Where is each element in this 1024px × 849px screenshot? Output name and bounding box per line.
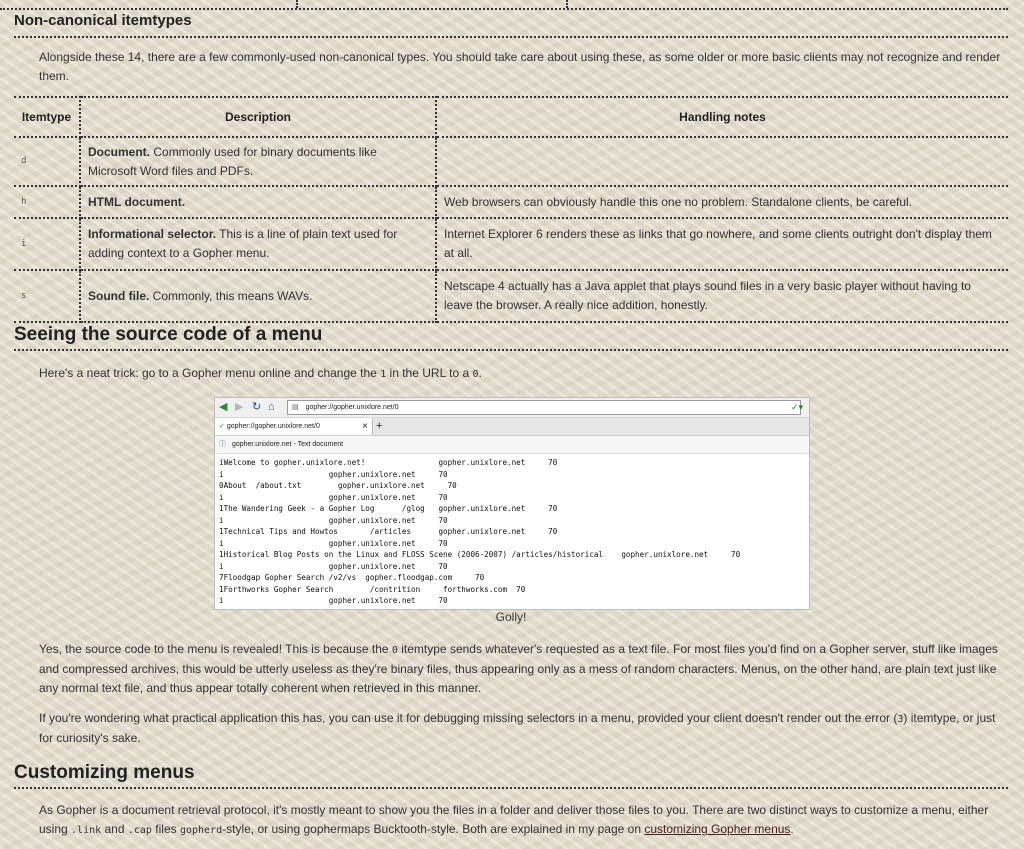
- itemtype-code: d: [14, 137, 80, 186]
- source-line: 7Floodgap Gopher Search /v2/vs gopher.floodgap.com 70: [219, 573, 485, 582]
- itemtype-code: h: [14, 186, 80, 218]
- paragraph-text: As Gopher is a document retrieval protocol, it's mostly meant to show you the files in a folder and deliver those files to you. There are two distinct ways to customize a menu, either using: [39, 803, 989, 836]
- paragraph-text: .: [790, 822, 794, 836]
- header-description: Description: [80, 97, 436, 137]
- description-title: Document.: [88, 144, 151, 159]
- source-line: i gopher.unixlore.net 70: [219, 596, 448, 605]
- tab-title: gopher://gopher.unixlore.net/0: [226, 423, 320, 430]
- description-cell: [80, 218, 436, 270]
- paragraph-text: If you're wondering what practical application this has, you can use it for debugging missing selectors in a menu, provided your client doesn't render out the error (: [39, 711, 898, 725]
- source-line: 1Historical Blog Posts on the Linux and FLOSS Scene (2006-2007) /articles/historical gopher.unixlore.net 70: [219, 550, 741, 559]
- source-line: i gopher.unixlore.net 70: [219, 515, 448, 525]
- intro-paragraph: Alongside these 14, there are a few commonly-used non-canonical types. You should take care about using these, as some older or more basic clients may not recognize and render them.: [39, 50, 1001, 83]
- browser-tab: [215, 418, 373, 435]
- trick-text: Here's a neat trick: go to a Gopher menu online and change the: [39, 366, 381, 380]
- source-line: 1Technical Tips and Howtos /articles gopher.unixlore.net 70: [219, 527, 558, 536]
- browser-tab-strip: [215, 418, 809, 436]
- trick-text: .: [478, 366, 482, 380]
- inline-code: 0: [472, 369, 479, 380]
- description-title: Sound file.: [88, 288, 150, 303]
- itemtype-code: s: [14, 270, 80, 322]
- inline-code: .link: [71, 825, 102, 836]
- close-icon: ×: [362, 421, 368, 432]
- description-cell: [80, 270, 436, 322]
- rule-tick: [566, 0, 568, 8]
- top-dotted-rule: [0, 0, 1008, 10]
- address-url: gopher://gopher.unixlore.net/0: [305, 404, 399, 411]
- gopher-icon: ✓▾: [791, 402, 804, 412]
- paragraph-text: -style, or using gophermaps Bucktooth-style. Both are explained in my page on: [222, 822, 645, 836]
- inline-code: 1: [380, 369, 387, 380]
- description-text: Commonly used for binary documents like Microsoft Word files and PDFs.: [88, 144, 377, 178]
- address-bar: [287, 400, 804, 415]
- info-text: gopher.unixlore.net - Text document: [231, 441, 344, 448]
- itemtypes-table: [14, 96, 1008, 323]
- section-heading-source-code: Seeing the source code of a menu: [14, 324, 1008, 351]
- header-itemtype: Itemtype: [14, 97, 80, 137]
- browser-toolbar: [215, 398, 809, 418]
- gopher-icon: ✓: [219, 423, 225, 430]
- paragraph-text: and: [101, 822, 128, 836]
- source-line: i gopher.unixlore.net 70: [219, 538, 448, 548]
- source-line: i gopher.unixlore.net 70: [219, 492, 448, 502]
- source-line: 1The Wandering Geek - a Gopher Log /glog gopher.unixlore.net 70: [219, 504, 558, 513]
- inline-code: 3: [897, 714, 904, 725]
- trick-text: in the URL to a: [386, 366, 473, 380]
- source-line: 1Forthworks Gopher Search /contrition forthworks.com 70: [219, 584, 526, 594]
- source-line: 0About /about.txt gopher.unixlore.net 70: [219, 481, 457, 490]
- table-row: [14, 218, 1008, 270]
- customizing-gopher-menus-link[interactable]: customizing Gopher menus: [644, 822, 791, 836]
- table-row: [14, 186, 1008, 218]
- paragraph-text: ) itemtype, or just for curiosity's sake.: [39, 711, 996, 745]
- forward-arrow-icon: ▶: [235, 401, 244, 413]
- trick-paragraph: [39, 364, 1009, 384]
- inline-code: 0: [391, 645, 398, 656]
- source-line: i gopher.unixlore.net 70: [219, 561, 448, 571]
- handling-notes-cell: Internet Explorer 6 renders these as links that go nowhere, and some clients outright don't display them at all.: [436, 218, 1008, 270]
- description-cell: [80, 186, 436, 218]
- practical-application-paragraph: [39, 709, 1009, 748]
- info-bar: [215, 436, 809, 454]
- table-header-row: [14, 97, 1008, 137]
- handling-notes-cell: Web browsers can obviously handle this one no problem. Standalone clients, be careful.: [436, 186, 1008, 218]
- paragraph-text: files: [151, 822, 180, 836]
- gopher-source-text: [219, 457, 740, 607]
- itemtype-code: i: [14, 218, 80, 270]
- section-heading-customizing: Customizing menus: [14, 762, 1008, 789]
- source-revealed-paragraph: [39, 640, 1009, 698]
- description-title: Informational selector.: [88, 227, 217, 241]
- table-row: [14, 270, 1008, 322]
- description-cell: [80, 137, 436, 186]
- source-line: i gopher.unixlore.net 70: [219, 469, 448, 479]
- customizing-paragraph: [39, 801, 1009, 840]
- info-icon: ⓘ: [219, 441, 226, 448]
- header-handling-notes: Handling notes: [436, 97, 1008, 137]
- table-row: [14, 137, 1008, 186]
- back-arrow-icon: ◀: [219, 401, 228, 413]
- handling-notes-cell: [436, 137, 1008, 186]
- refresh-icon: ↻: [252, 401, 262, 413]
- inline-code: gopherd: [179, 825, 223, 836]
- section-heading-noncanonical: Non-canonical itemtypes: [14, 12, 1008, 38]
- home-icon: ⌂: [268, 401, 275, 413]
- paragraph-text: itemtype sends whatever's requested as a text file. For most files you'd find on a Gopher server, stuff like images and compressed archives, this would be utterly useless as they're binary files, thus appearing only as a mess of random characters. Menus, on the other hand, are plain text just like any normal text file, and thus appear totally coherent when retrieved in this manner.: [39, 642, 998, 695]
- description-text: Commonly, this means WAVs.: [149, 288, 313, 303]
- handling-notes-cell: Netscape 4 actually has a Java applet that plays sound files in a very basic player without having to leave the browser. A really nice addition, honestly.: [436, 270, 1008, 322]
- source-line: iWelcome to gopher.unixlore.net! gopher.unixlore.net 70: [219, 458, 558, 467]
- rule-tick: [296, 0, 298, 8]
- screenshot-caption: Golly!: [495, 610, 527, 624]
- new-tab-icon: +: [376, 420, 383, 432]
- paragraph-text: Yes, the source code to the menu is revealed! This is because the: [39, 642, 392, 656]
- description-title: HTML document.: [88, 194, 186, 209]
- page-icon: ▤: [292, 404, 299, 411]
- inline-code: .cap: [127, 825, 152, 836]
- description-text: This is a line of plain text used for adding context to a Gopher menu.: [88, 227, 398, 260]
- browser-screenshot: [214, 397, 810, 610]
